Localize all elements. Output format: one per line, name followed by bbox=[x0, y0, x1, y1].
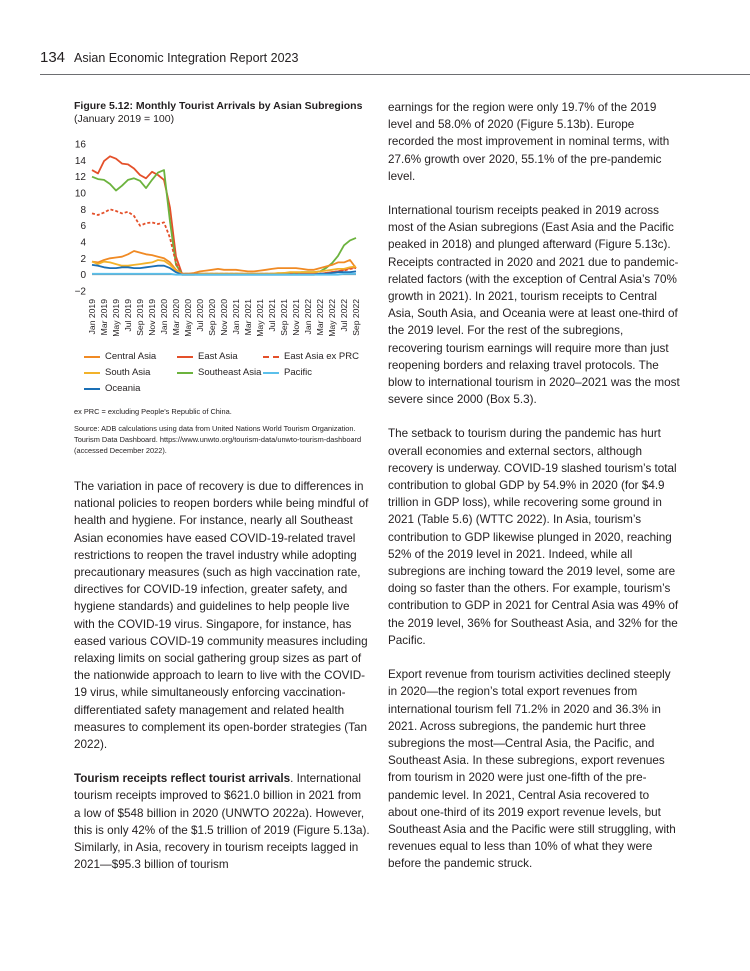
x-tick-label: Jul 2020 bbox=[195, 299, 205, 332]
y-tick-label: −2 bbox=[74, 286, 86, 298]
x-tick-label: May 2021 bbox=[255, 299, 265, 337]
legend-swatch bbox=[84, 372, 100, 374]
x-tick-label: Jul 2021 bbox=[267, 299, 277, 332]
x-tick-label: May 2022 bbox=[327, 299, 337, 337]
right-column bbox=[388, 99, 680, 873]
x-tick-label: Mar 2022 bbox=[315, 299, 325, 336]
figure-subtitle: (January 2019 = 100) bbox=[74, 113, 175, 125]
legend-swatch bbox=[84, 356, 100, 358]
header-rule bbox=[40, 74, 750, 75]
y-tick-label: 0 bbox=[80, 270, 86, 282]
series-line-east-asia-ex-prc bbox=[92, 209, 356, 273]
series-line-central-asia bbox=[92, 251, 356, 274]
lead-in-bold: Tourism receipts reflect tourist arrivals bbox=[74, 772, 291, 786]
paragraph bbox=[74, 770, 370, 873]
x-tick-label: Sep 2021 bbox=[279, 299, 289, 336]
paragraph-rest: . International tourism receipts improved to $621.0 billion in 2021 from a low of $548 billion in 2020 (UNWTO 2022a). However, this is only 42% of the $1.5 trillion of 2019 (Figure 5.13a). Similarly, in Asia, recovery in tourism receipts lagged in 2021—$95.3 billion of tourism bbox=[74, 772, 370, 872]
legend-swatch bbox=[84, 388, 100, 390]
x-tick-label: Jul 2022 bbox=[339, 299, 349, 332]
x-tick-label: Mar 2021 bbox=[243, 299, 253, 336]
x-tick-label: Sep 2020 bbox=[207, 299, 217, 336]
y-tick-label: 16 bbox=[74, 139, 86, 151]
y-tick-label: 2 bbox=[80, 253, 86, 265]
paragraph: earnings for the region were only 19.7% of the 2019 level and 58.0% of 2020 (Figure 5.13b). Europe recorded the most improvement in nominal terms, with 27.6% growth over 2020, 55.1% of the pre-pandemic level. bbox=[388, 101, 670, 183]
y-tick-label: 8 bbox=[80, 204, 86, 216]
legend-swatch bbox=[263, 372, 279, 374]
x-tick-label: Jan 2020 bbox=[159, 299, 169, 335]
x-tick-label: Jan 2019 bbox=[87, 299, 97, 335]
page-header bbox=[40, 49, 750, 73]
paragraph: International tourism receipts peaked in 2019 across most of the Asian subregions (East Asia and the Pacific peaked in 2018) and plunged afterward (Figure 5.13c). Receipts contracted in 2020 and 2021 due to pandemic-related factors (with the exception of Central Asia’s 70% growth in 2021). In 2021, tourism receipts to Central Asia, South Asia, and Oceania were at least one-third of the 2019 level. For the rest of the subregions, recovering tourism earnings will require more than just reopening borders and relaxing travel protocols. The blow to international tourism in 2020–2021 was the most severe since 2000 (Box 5.3). bbox=[388, 204, 680, 407]
x-tick-label: May 2019 bbox=[111, 299, 121, 337]
figure-title: Figure 5.12: Monthly Tourist Arrivals by Asian Subregions bbox=[74, 100, 363, 112]
x-tick-label: Jul 2019 bbox=[123, 299, 133, 332]
left-column bbox=[74, 478, 370, 873]
paragraph: The variation in pace of recovery is due to differences in national policies to reopen borders while being mindful of health and hygiene. For instance, nearly all Southeast Asian economies have eased COVID-19-related travel restrictions to reopen the travel industry while adopting precautionary measures (such as high vaccination rate, directives for COVID-19 infection, greater safety, and hygiene standards) and guidelines to help people live with the COVID-19 virus. Singapore, for instance, has eased various COVID-19 community measures including relaxing limits on social gathering group sizes as part of the nationwide approach to learn to live with the COVID-19 virus, while simultaneously enforcing vaccination-differentiated safety management and related health measures to complement its open-border strategies (Tan 2022). bbox=[74, 480, 369, 752]
series-line-southeast-asia bbox=[92, 170, 356, 274]
page-number: 134 bbox=[40, 49, 66, 66]
figure-source: Source: ADB calculations using data from United Nations World Tourism Organization. Tourism Data Dashboard. https://www.unwto.org/tourism-data/unwto-tourism-dashboard (accessed December 2022). bbox=[74, 424, 362, 455]
x-tick-label: Jan 2022 bbox=[303, 299, 313, 335]
series-line-pacific bbox=[92, 274, 356, 275]
paragraph: The setback to tourism during the pandemic has hurt overall economies and external sectors, although recovery is underway. COVID-19 slashed tourism’s total contribution to global GDP by 54.9% in 2020 (for $4.9 trillion in GDP loss), while recovering some ground in 2021 (Table 5.6) (WTTC 2022). In Asia, tourism’s contribution to GDP likewise plunged in 2020, reaching 52% of the 2019 level in 2021. Indeed, while all subregions are inching toward the 2019 level, some are doing so faster than the others. For example, tourism’s contribution to GDP in 2021 for Central Asia was 49% of the 2019 level, 36% for Southeast Asia, and 32% for the Pacific. bbox=[388, 427, 679, 647]
x-tick-label: Nov 2019 bbox=[147, 299, 157, 336]
legend-swatch bbox=[177, 356, 193, 358]
running-title: Asian Economic Integration Report 2023 bbox=[74, 51, 299, 65]
chart-legend: Central Asia East Asia East Asia ex PRC South Asia Southeast Asia Pacific Oceania bbox=[84, 350, 384, 400]
figure-note: ex PRC = excluding People’s Republic of China. bbox=[74, 407, 232, 416]
y-tick-label: 10 bbox=[74, 188, 86, 200]
x-tick-label: Jan 2021 bbox=[231, 299, 241, 335]
x-tick-label: Nov 2021 bbox=[291, 299, 301, 336]
series-line-east-asia bbox=[92, 156, 356, 273]
tourist-arrivals-chart bbox=[60, 132, 370, 347]
x-tick-label: Sep 2022 bbox=[351, 299, 361, 336]
paragraph: Export revenue from tourism activities declined steeply in 2020—the region’s total export revenues from international tourism fell 71.2% in 2020 and 36.3% in 2021. Across subregions, the pandemic hurt three subregions the most—Central Asia, the Pacific, and Southeast Asia. In these subregions, export revenues from tourism in 2020 were just one-fifth of the pre-pandemic level. In 2021, Central Asia recovered to about one-third of its 2019 export revenue levels, but Southeast Asia and the Pacific were still struggling, with revenues equal to less than 10% of what they were before the pandemic struck. bbox=[388, 668, 676, 871]
y-tick-label: 12 bbox=[74, 172, 86, 184]
x-tick-label: Mar 2020 bbox=[171, 299, 181, 336]
legend-swatch bbox=[177, 372, 193, 374]
legend-swatch bbox=[263, 356, 279, 358]
y-tick-label: 4 bbox=[80, 237, 86, 249]
x-tick-label: Nov 2020 bbox=[219, 299, 229, 336]
x-tick-label: Sep 2019 bbox=[135, 299, 145, 336]
x-tick-label: May 2020 bbox=[183, 299, 193, 337]
x-tick-label: Mar 2019 bbox=[99, 299, 109, 336]
y-tick-label: 6 bbox=[80, 221, 86, 233]
y-tick-label: 14 bbox=[74, 155, 86, 167]
